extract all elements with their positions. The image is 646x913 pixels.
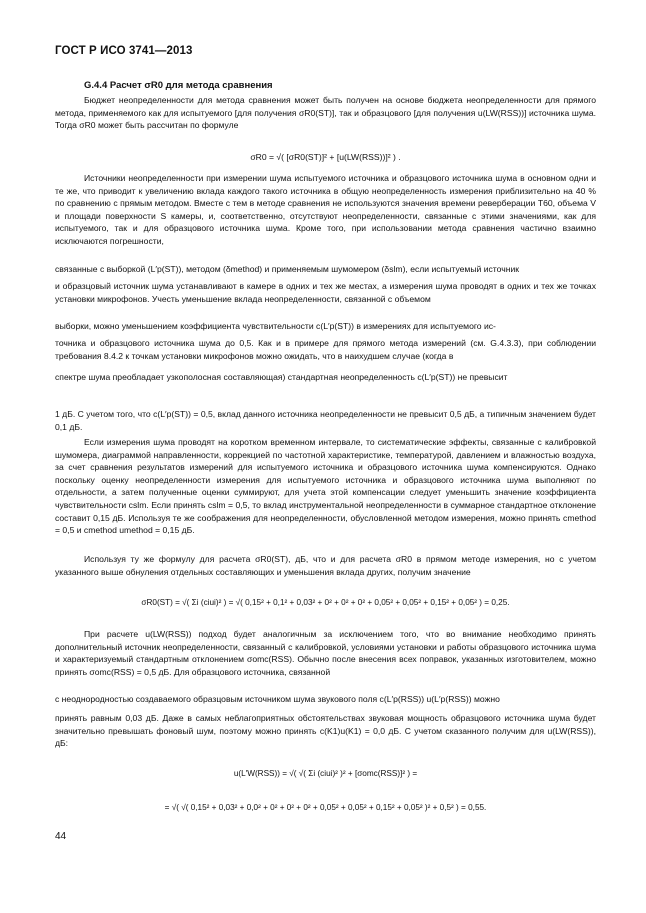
formula-sigma-r0-st: σR0(ST) = √( Σi (ciui)² ) = √( 0,15² + 0,1² + 0,03² + 0² + 0² + 0² + 0,05² + 0,05² + 0,15² + 0,05² ) = 0,25. — [141, 598, 510, 607]
formula-u-lw-rss-result: = √( √( 0,15² + 0,03² + 0,0² + 0² + 0² + 0² + 0,05² + 0,05² + 0,15² + 0,05² )² + 0,5² ) = 0,55. — [164, 803, 487, 812]
formula-u-lw-rss: u(L′W(RSS)) = √( √( Σi (ciui)² )² + [σomc(RSS)]² ) = — [233, 769, 418, 778]
paragraph-sampling-line: связанные с выборкой (L′p(ST)), методом (δmethod) и применяемым шумомером (δslm), если испытуемый источник — [55, 264, 520, 274]
paragraph-worst-case: точника и образцового источника шума до 0,5. Как и в примере для прямого метода измерений (см. G.4.3.3), при соблюдении требования 8.4.2 к точкам установки микрофонов можно ожидать, что в наихудшем случае (когда в — [55, 338, 596, 361]
paragraph-budget: Бюджет неопределенности для метода сравнения может быть получен на основе бюджета неопределенности для прямого метода, применяемого как для испытуемого [для получения σR0(ST)], так и образцового [для получения u(LW(RSS))] источника шума. Тогда σR0 может быть рассчитан по формуле — [55, 95, 596, 131]
paragraph-sources: Источники неопределенности при измерении шума испытуемого источника и образцового источника шума в основном одни и те же, что приводит к увеличению вклада каждого такого источника в общую неопределенность измерения приблизительно на 40 % по сравнению с прямым методом. Вместе с тем в методе сравнения не используются значения времени реверберации T60, объема V и площади поверхности S камеры, и, соответственно, отсутствуют неопределенности, связанные с этими значениями, как для испытуемого, так и для образцового источника шума. Кроме того, при использовании метода сравнения частично взаимно исключаются погрешности, — [55, 173, 596, 246]
paragraph-microphone-positions: и образцовый источник шума устанавливают в камере в одних и тех же местах, а измерения шума проводят в одних и тех же точках установки микрофонов. Учесть уменьшение вклада неопределенности, связанной с объемом — [55, 281, 596, 304]
paragraph-short-interval: Если измерения шума проводят на коротком временном интервале, то систематические эффекты, связанные с калибровкой шумомера, диаграммой направленности, коррекцией по частотной характеристике, температурой, давлением и влажностью воздуха, за счет сравнения результатов измерений для испытуемого источника и образцового источника шума компенсируются. Однако поскольку оценку неопределенности измерения для испытуемого источника и образцового источника шума выполняют по отдельности, а затем полученные оценки суммируют, для учета этой компенсации следует уменьшить значение коэффициента чувствительности cslm. Если принять cslm = 0,5, то вклад инструментальной неопределенности в суммарное стандартное отклонение составит 0,15 дБ. Используя те же соображения для неопределенности, обусловленной методом измерения, можно принять cmethod = 0,5 и cmethod umethod = 0,15 дБ. — [55, 437, 596, 536]
paragraph-background-noise: принять равным 0,03 дБ. Даже в самых неблагоприятных обстоятельствах звуковая мощность образцового источника шума будет значительно превышать фоновый шум, поэтому можно принять c(K1)u(K1) = 0,0 дБ. С учетом сказанного получим для u(LW(RSS)), дБ: — [55, 713, 596, 749]
paragraph-u-rss: При расчете u(LW(RSS)) подход будет аналогичным за исключением того, что во внимание необходимо принять дополнительный источник неопределенности, связанный с калибровкой, условиями установки и работы образцового источника шума и характеризуемый стандартным отклонением σomc(RSS). Обычно после внесения всех поправок, указанных изготовителем, можно принять σomc(RSS) = 0,5 дБ. Для образцового источника, связанной — [55, 629, 596, 677]
page-number: 44 — [55, 831, 67, 842]
paragraph-standard-uncertainty: спектре шума преобладает узкополосная составляющая) стандартная неопределенность c(L′p(ST)) не превысит — [55, 372, 508, 382]
paragraph-inhomogeneity: с неоднородностью создаваемого образцовым источником шума звукового поля c(L′p(RSS)) u(L′p(RSS)) можно — [55, 694, 500, 704]
formula-sigma-r0: σR0 = √( [σR0(ST)]² + [u(LW(RSS))]² ) . — [250, 152, 401, 162]
paragraph-one-db: 1 дБ. С учетом того, что c(L′p(ST)) = 0,5, вклад данного источника неопределенности не превысит 0,5 дБ, а типичным значением будет 0,1 дБ. — [55, 409, 596, 432]
paragraph-sensitivity: выборки, можно уменьшением коэффициента чувствительности c(L′p(ST)) в измерениях для испытуемого ис- — [55, 321, 496, 331]
paragraph-same-formula: Используя ту же формулу для расчета σR0(ST), дБ, что и для расчета σR0 в прямом методе измерения, но с учетом указанного выше обнуления отдельных составляющих и уменьшения вклада других, получим значение — [55, 554, 596, 577]
document-code-header: ГОСТ Р ИСО 3741—2013 — [55, 45, 193, 57]
section-title: G.4.4 Расчет σR0 для метода сравнения — [84, 80, 273, 91]
